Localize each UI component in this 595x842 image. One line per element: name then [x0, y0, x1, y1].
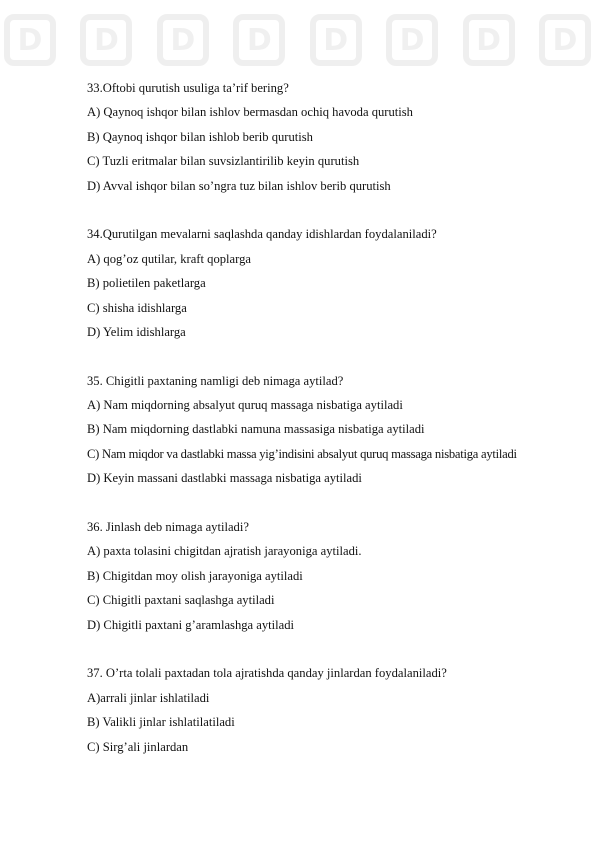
answer-option: B) Qaynoq ishqor bilan ishlob berib qurutish	[87, 129, 313, 144]
question-text: 37. O’rta tolali paxtadan tola ajratishda qanday jinlardan foydalaniladi?	[87, 666, 447, 681]
answer-option: A) paxta tolasini chigitdan ajratish jarayoniga aytiladi.	[87, 544, 362, 559]
watermark-logo-icon: D	[463, 14, 515, 66]
question-text: 34.Qurutilgan mevalarni saqlashda qanday idishlardan foydalaniladi?	[87, 227, 437, 242]
watermark-row-top	[0, 14, 595, 74]
answer-option: A) qog’oz qutilar, kraft qoplarga	[87, 251, 251, 266]
answer-option: C) Chigitli paxtani saqlashga aytiladi	[87, 593, 275, 608]
answer-option: B) Valikli jinlar ishlatilatiladi	[87, 715, 235, 730]
question-block-35	[87, 373, 592, 495]
question-block-36	[87, 519, 592, 641]
answer-option: A) Nam miqdorning absalyut quruq massaga nisbatiga aytiladi	[87, 398, 403, 413]
watermark-logo-icon: D	[157, 14, 209, 66]
watermark-logo-icon: D	[539, 14, 591, 66]
watermark-logo-icon: D	[233, 14, 285, 66]
answer-option: D) Avval ishqor bilan so’ngra tuz bilan ishlov berib qurutish	[87, 178, 391, 193]
answer-option: D) Chigitli paxtani g’aramlashga aytiladi	[87, 617, 295, 632]
watermark-logo-icon: D	[386, 14, 438, 66]
document-body	[87, 80, 592, 787]
question-block-37	[87, 665, 592, 763]
answer-option: D) Yelim idishlarga	[87, 324, 186, 339]
question-text: 35. Chigitli paxtaning namligi deb nimaga aytilad?	[87, 373, 344, 388]
answer-option: B) polietilen paketlarga	[87, 276, 206, 291]
watermark-logo-icon: D	[4, 14, 56, 66]
answer-option: A)arrali jinlar ishlatiladi	[87, 690, 210, 705]
answer-option: B) Chigitdan moy olish jarayoniga aytiladi	[87, 568, 303, 583]
answer-option: C) Nam miqdor va dastlabki massa yig’indisini absalyut quruq massaga nisbatiga aytiladi	[87, 446, 517, 461]
answer-option: D) Keyin massani dastlabki massaga nisbatiga aytiladi	[87, 471, 362, 486]
question-block-33	[87, 80, 592, 202]
answer-option: C) Sirg’ali jinlardan	[87, 739, 189, 754]
watermark-logo-icon: D	[310, 14, 362, 66]
answer-option: A) Qaynoq ishqor bilan ishlov bermasdan ochiq havoda qurutish	[87, 105, 413, 120]
question-block-34	[87, 226, 592, 348]
question-text: 36. Jinlash deb nimaga aytiladi?	[87, 520, 249, 535]
answer-option: C) shisha idishlarga	[87, 300, 187, 315]
answer-option: B) Nam miqdorning dastlabki namuna massasiga nisbatiga aytiladi	[87, 422, 425, 437]
answer-option: C) Tuzli eritmalar bilan suvsizlantirilib keyin qurutish	[87, 154, 360, 169]
watermark-logo-icon: D	[80, 14, 132, 66]
question-text: 33.Oftobi qurutish usuliga ta’rif bering?	[87, 81, 289, 95]
